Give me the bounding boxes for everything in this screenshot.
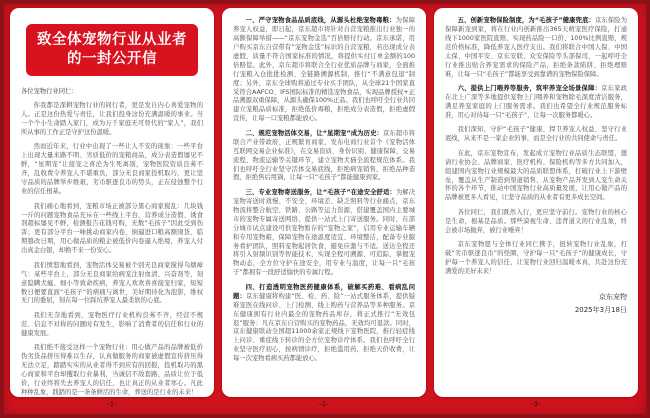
section-5-body: 京东保险为保障新宠到家，将在行业内创新推出365天萌宠医疗保险，打通线下1000家医院直赔，实现药品险一口价、100%比例直赔，规范价格标准，降低养宠人医疗支出。我们将联合中国人保、中国太保、中国平安、京东安联、众安保险等头部保司，一起呼吁全行业推出贴合养宠需求的保险产品，拒绝条款陷阱、拒绝理赔难，让每一只“毛孩子”都能享受到靠谱的宠物保险保障。 bbox=[445, 17, 628, 78]
section-2-heading: 二、规范宠物活体交易，让“星期宠”成为历史： bbox=[245, 129, 383, 137]
letter-closing-paragraph: 我们深知，守护“毛孩子”健康、捍卫养宠人权益、坚守行业底线，从来不是一家企业的事，而是全行业的共同使命与责任。 bbox=[445, 126, 627, 143]
section-3-body: 为解决宠物寄送时效慢、不安全、环境差、缺乏照料等行业痛点，京东物流将整合航空、铁路、公路等运力资源，搭建覆盖国内主要城市的宠物专属寄送网络，提供一站式上门寄送服务。同时，在部分城市试点建设可供宠物暂存的“宠物之家”，启用专业运输车辆和专用宠物箱，保障宠物在途温度适宜、环境整洁，配备专业服务看护团队，照料宠物起居饮食，避免应激与不适。送达全程还将引入射频识别等智能技术，实现全程可溯源、可追踪，掌握宠物动态，全方位守护在途安全，用专业与温度，让每一只“毛孩子”都拥有一段舒适愉快的专属行程。 bbox=[233, 188, 416, 277]
page-number-row bbox=[10, 400, 640, 408]
letter-section-6 bbox=[445, 85, 627, 121]
section-4-heading: 四、打造透明宠物医药健康体系，破解买药难、看病乱问题： bbox=[233, 283, 415, 300]
section-2-body: 京东超市将联合产业带政府、正规繁育商家，发布电商行业首个《宠物活体互联网交易企业标准》，在交易资质、身份识别、健康保障、交易流程、物流运输等关键环节，建立宠物犬猫全流程规范体系。我们也呼吁全行业坚守活体交易底线，拒绝病宠销售，拒绝品种造假，拒绝售后甩锅，让每一只“毛孩子”都能健康到家。 bbox=[233, 129, 416, 182]
letter-paragraph: 然而近年来，行业中出现了一些让人不安的现象：一些平台上出现大量来路不明、劣质低价的宠粮商品，成分表造假屡见不鲜，“星期宠”让接宠之喜沦为生死离别，宠物医院资质良莠不齐，乱收费令养宠人不堪重负，部分无良商家投机取巧，更让坚守品质的品牌举步维艰，劣币驱逐良币的势头，正在侵蚀整个行业的信任根基。 bbox=[21, 143, 203, 196]
letter-pages bbox=[10, 8, 640, 397]
section-1-body: 为保障养宠人权益，即日起，京东超市将针对自营宠粮推出行业独一的高额保障举措——“京东宠物金选”百倍赔付行动。京东承诺，用户购买京东自营带有“宠物金选”标识的自营宠粮，若出现成分表虚假、质量不符合国家标准的情况，将提供实付订单金额的100倍赔偿。此外，京东超市将联合全行业优质品牌与商家，全面推行宠粮入仓批批检测、全链路溯源机制，推行“不满意包退”制度；另外，京东全球购将通过专业买手团队，从全球21个国家直采符合AAFCO、IFS国际标准的精选宠物食品，实现品牌授权+正品溯源双重保障，从源头确保100%正品。我们也呼吁全行业共同建立宠粮品质标准，拒绝低价毒粮，拒绝成分表造假，拒绝虚假宣传，让每一口宠粮都能放心。 bbox=[233, 17, 416, 123]
letter-section-4 bbox=[233, 284, 415, 364]
page-number-2: -2- bbox=[318, 400, 330, 408]
letter-section-2 bbox=[233, 130, 415, 184]
letter-paragraph: 我们无奈地看到，宠物医疗行业机构良莠不齐，经营不规范、信息不对称的问题时有发生，影响了消费者的信任和行业的健康发展。 bbox=[21, 311, 203, 337]
letter-paragraph: 我们愤怒地看到，宠物活体交易被个别无良商家搅得乌烟瘴气：某些平台上，部分无良商家给病宠注射血清、兴奋剂等，刻意隐瞒犬瘟、细小等致命疾病，养宠人欢欢喜喜接宠归家，短短数日便要直面“毛孩子”的病痛与离世，美好期待化为泡影，维权无门的委屈，刻在每一位踩坑养宠人最柔软的心底。 bbox=[21, 261, 203, 305]
letter-section-1 bbox=[233, 17, 415, 124]
section-5-heading: 五、创新宠物保险制度，为“毛孩子”健康兜底： bbox=[457, 17, 595, 24]
letter-title-line2: 的一封公开信 bbox=[67, 51, 157, 68]
letter-page-1 bbox=[10, 8, 214, 397]
letter-closing-paragraph: 在此，京东宠物宣布，发起成立宠物行业品质生态联盟，邀请行业协会、品牌商家、医疗机构、保险机构等多方共同加入，组建国内宠物行业规模最大的品质联盟体系，打破行业上下游壁垒，覆盖从生产制造到渠道销售、从宠物产品开发到人宠生命关怀的各个环节，推动中国宠物行业高质量发展，让用心做产品的品牌被更多人看见，让坚守品质的从业者有更多成长空间。 bbox=[445, 149, 627, 202]
letter-section-3 bbox=[233, 189, 415, 278]
page-number-3: -3- bbox=[530, 400, 542, 408]
letter-page-3 bbox=[434, 8, 638, 397]
letter-greeting: 各位宠物行业同仁： bbox=[21, 88, 78, 96]
section-6-body: 京东家政在北上广深等多地提供宠物上门喂养和宠物除毛深度清洁服务，满足养宠家庭的上门服务需求。我们也希望全行业规范服务标准，用心对待每一只“毛孩子”，让每一次服务都暖心。 bbox=[445, 85, 628, 119]
section-1-heading: 一、严守宠物食品品质底线，从源头杜绝宠物毒粮： bbox=[245, 17, 396, 24]
letter-title-box bbox=[26, 24, 198, 76]
letter-paragraph: 我们痛心地看到，宠粮市场正被部分黑心商家搅乱：几块钱一斤的问题宠物食品充斥在一些线上平台，营养成分造假、诱食剂超标屡见不鲜，检测报告花钱可购，无数“毛孩子”因此受到伤害；更有部分平台一味挑动商家内卷，倒逼进口粮高额囤货、临期篡改日期，用心做品质的粮企被低价内卷逼入绝境，养宠人付出真金白银，却换不来一份安心。 bbox=[21, 202, 203, 255]
section-4-body: 京东健康将构建“医、检、药、险”一站式服务体系，提供疑难宠医在线问诊、上门检测、线上购药与营养品等多种服务。京东健康拥有行业内最全的宠物药品库存，将正式推行“无效包退”服务：凡在京东自营购买的宠物药品，无效均可退款。同时，京东健康联动全国超11000余家正规线下宠物医院，推行轻症线上问诊、重症线下转诊的全方位宠物诊疗体系。我们也呼吁全行业坚守医疗初心，按病情诊疗，拒绝滥用药，拒绝天价收费，让每一次宠物看病买药都能放心。 bbox=[233, 292, 415, 363]
letter-paragraph: 你我都是深耕宠物行业的同行者，更是发自内心喜爱宠物的人。正是这份热爱与责任，让我们投身这份充满温暖的事业。当一个个小生命踏入家门，成为万千家庭无可替代的“家人”，我们所从事的工作正是守护这份温暖。 bbox=[21, 102, 203, 136]
signature-block bbox=[445, 291, 627, 318]
letter-paragraph: 我们绝不接受这样一个宠物行业：用心做产品的品牌被低价伪劣货品挤压得难以生存，认真做服务的商家被虚假宣传挤压得无法立足，踏踏实实的从业者得不到应有的回报，投机取巧的黑心商家和平台却攫取行业暴利，当诚信不敌套路、品质让位于低价，行业终将失去养宠人的信任，也让真正的从业者寒心。凡此种种乱象，践踏的是一条条鲜活的生命，葬送的是行业的未来！ bbox=[21, 344, 203, 396]
letter-section-5 bbox=[445, 17, 627, 80]
letter-title-line1: 致全体宠物行业从业者 bbox=[37, 32, 187, 48]
section-3-heading: 三、专业宠物寄送服务，让“毛孩子”在途安全舒适： bbox=[245, 188, 396, 196]
page-number-1: -1- bbox=[106, 400, 118, 408]
letter-page-2 bbox=[222, 8, 426, 397]
section-6-heading: 六、提供上门喂养等服务，筑牢养宠全场景保障： bbox=[457, 85, 602, 93]
letter-closing-paragraph: 各位同仁，我们既然入行，更应坚守前行。宠物行业的核心是生命，根基是品质。那些漠视生命、违背道义的行业乱象，终会被市场抛弃，被行业唾弃！ bbox=[445, 208, 627, 234]
letter-closing-paragraph: 京东宠物愿与全体行业同仁携手，扭转宠物行业乱象，打破“劣币驱逐良币”的怪圈，守护每一只“毛孩子”的健康成长，守护每一个养宠人的信任，让宠物行业回归温暖本真，共赴这份充满爱的美好未来！ bbox=[445, 241, 627, 275]
signature-date: 2025年3月18日 bbox=[574, 306, 627, 315]
signature-name: 京东宠物 bbox=[599, 292, 627, 301]
